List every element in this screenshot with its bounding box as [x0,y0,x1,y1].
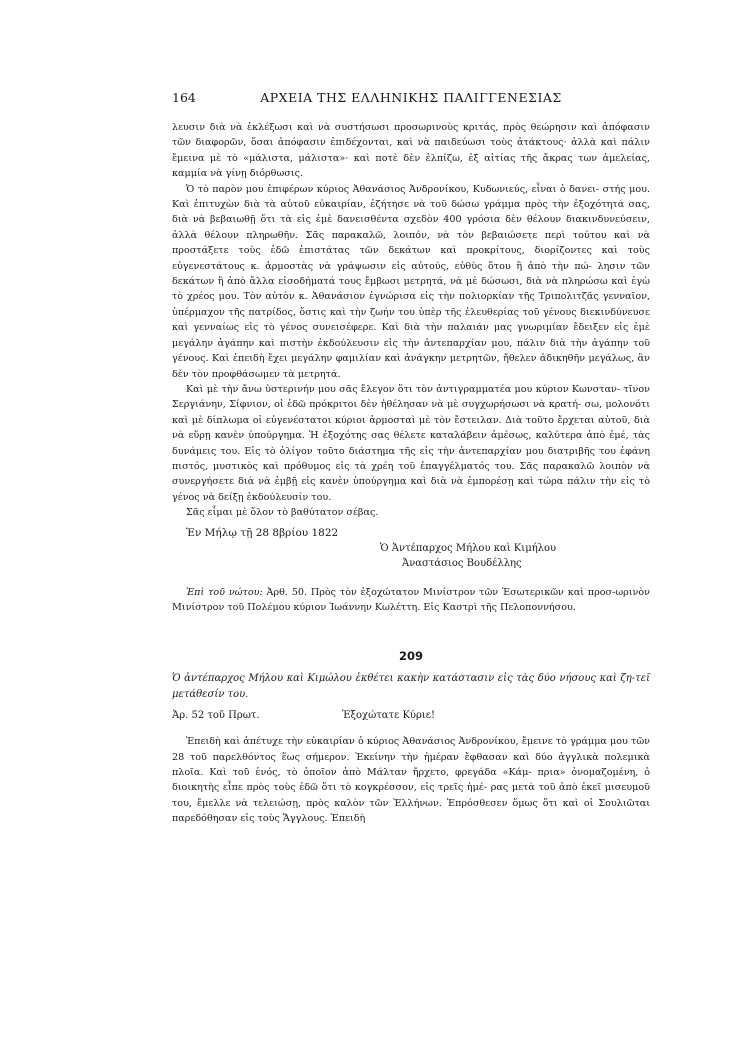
endorsement-text: Ἀρθ. 50. Πρὸς τὸν ἐξοχώτατον Μινίστρον τῶν Ἐσωτερικῶν καὶ προσ-ωρινὸν Μινίστρον τοῦ Πολέμου κύριον Ἰωάννην Κωλέττη. Εἰς Καστρὶ τῆς Πελοποννήσου. [172,586,650,613]
text-line: ἐλευθερίας τοῦ γένους διεκινδύνευσε καὶ γενναίως εἰς τὸ γένος συνεισέφερε. Καὶ διὰ τὴν [172,306,650,334]
text-line: ἐμπορέσῃ καὶ τώρα πάλιν τὴν εἰς τὸ γένος νὰ δείξῃ ἐκδούλευσίν του. [172,476,650,503]
signature-name: Ἀναστάσιος Βουδέλλης [402,557,522,569]
text-line: ἀνάγκην μετρητῶν, ἤθελεν ἀδικηθῆν μεγάλως, ἂν δὲν τὸν προφθάσωμεν τὰ μετρητά. [172,353,650,380]
document-208-body [172,120,650,615]
page-header [172,90,650,106]
text-line: πληρώσω καὶ ἐγὼ τὸ χρέος μου. Τὸν αὐτὸν κ. Ἀθανάσιον ἐγνώρισα εἰς τὴν πολιορκίαν [172,276,650,303]
text-line: τῖνον Σεργιάνην, Σίφνιον, οἱ ἐδῶ πρόκριτοι δὲν ἠθέλησαν νὰ μὲ συγχωρήσωσι νὰ κρατή- [172,383,650,411]
text-line: καλύτερα ἀπὸ ἐμέ, τὰς δυνάμεις του. Εἰς τὸ ὀλίγον τοῦτο διάστημα τῆς εἰς τὴν ἀντεπαρχίαν [172,430,650,457]
text-line: πρια» ὀνομαζομένη, ὁ διοικητὴς εἶπε πρὸς τοὺς ἐδῶ ὅτι τὸ κογκρέσσον, εἰς τρεῖς ἡμέ- [172,767,650,794]
text-line: τούτου καὶ νὰ προστάξετε τοὺς ἐδῶ ἐπιστάτας τῶν δεκάτων καὶ προκρίτους, διορίζοντες [172,229,650,257]
text-line: ἀγγλικὰ πολεμικὰ πλοῖα. Καὶ τοῦ ἑνός, τὸ ὁποῖον ἀπὸ Μάλταν ἤρχετο, φρεγάδα «Κάμ- [172,751,651,778]
running-title: ΑΡΧΕΙΑ ΤΗΣ ΕΛΛΗΝΙΚΗΣ ΠΑΛΙΓΓΕΝΕΣΙΑΣ [260,90,562,105]
paragraph-2 [172,182,650,382]
text-line: Καὶ μὲ τὴν ἄνω ὑστερινήν μου σᾶς ἔλεγον ὅτι τὸν ἀντιγραμματέα μου κύριον Κωνσταν- [186,383,621,395]
text-line: λευσιν διὰ νὰ ἐκλέξωσι καὶ νὰ συστήσωσι προσωρινοὺς κριτάς, πρὸς θεώρησιν καὶ ἀπόφασιν [172,122,650,133]
text-line: Ἐπρόσθεσεν ὅμως ὅτι καὶ οἱ Σουλιῶται παρεδόθησαν εἰς τοὺς Ἄγγλους. Ἐπειδὴ [172,797,650,825]
place-date: Ἐν Μήλῳ τῇ 28 8βρίου 1822 [186,526,339,539]
text-line: ἀμελείας, καμμία νὰ γίνῃ διόρθωσις. [172,152,650,180]
text-line: ρας μετὰ τοῦ ἀπὸ ἐκεῖ μισευμοῦ του, ἔμελλε νὰ τελειώσῃ, πρὸς καλὸν τῶν Ἑλλήνων. [172,782,650,809]
text-line: λησιν τῶν δεκάτων ἢ ἀπὸ ἄλλα εἰσοδήματά τους ἔμβωσι μετρητά, νὰ μὲ δώσωσι, διὰ νὰ [172,260,650,288]
reference-line [172,708,650,724]
document-summary: Ὁ ἀντέπαρχος Μήλου καὶ Κιμώλου ἐκθέτει κακὴν κατάστασιν εἰς τὰς δύο νήσους καὶ ζη-τεῖ μετάθεσίν του. [172,673,650,700]
paragraph-1 [172,120,650,182]
text-line: Ἐπειδὴ καὶ ἀπέτυχε τὴν εὐκαιρίαν ὁ κύριος Ἀθανάσιος Ἀνδρονίκου, ἔμεινε τὸ [186,736,567,748]
signature-block [172,541,650,571]
document-page [172,90,650,827]
text-line: ἔρχεται αὐτοῦ, διὰ νὰ εὕρῃ κανὲν ὑπούργημα. Ἡ ἐξοχότης σας θέλετε καταλάβειν ἀμέσως, [172,414,650,442]
signature-title: Ὁ Ἀντέπαρχος Μήλου καὶ Κιμήλου [380,542,557,554]
endorsement-label: Ἐπὶ τοῦ νώτου: [186,586,263,598]
text-line: μου διατριβῆς του ἐφάνη πιστός, μυστικὸς καὶ πρόθυμος εἰς τὰ χρέη τοῦ ἐπαγγέλματός [172,445,650,472]
text-line: του. Σᾶς παρακαλῶ λοιπὸν νὰ συνεργήσετε διὰ νὰ ἐμβῇ εἰς κανὲν ὑπούργημα καὶ διὰ νὰ [172,460,650,488]
text-line: γράμμα μου τῶν 28 τοῦ παρελθόντος ἕως σήμερον. Ἐκείνην τὴν ἡμέραν ἔφθασαν καὶ δύο [172,736,650,763]
text-line: πάλιν ἔμεινα μὲ τὸ «μάλιστα, μάλιστα»· καὶ ποτὲ δὲν ἐλπίζω, ἐξ αἰτίας τῆς ἄκρας των [172,137,650,164]
paragraph-3 [172,382,650,505]
page-number: 164 [172,90,196,105]
text-line: παλαιάν μας γνωριμίαν ἔδειξεν εἰς ἐμὲ μεγάλην ἀγάπην καὶ πιστὴν ἐκδούλευσιν εἰς τὴν [172,322,650,349]
salutation: Ἐξοχώτατε Κύριε! [342,710,435,722]
text-line: τῆς Τριπολιτζᾶς γενναῖον, ὑπέρμαχον τῆς πατρίδος, ὅστις καὶ τὴν ζωήν του ὑπὲρ τῆς [172,291,650,318]
text-line: Ὁ τὸ παρὸν μου ἐπιφέρων κύριος Ἀθανάσιος Ἀνδρονίκου, Κυδωνιεύς, εἶναι ὁ δανει- [186,183,600,195]
closing-formula: Σᾶς εἶμαι μὲ ὅλον τὸ βαθύτατον σέβας. [186,507,379,519]
text-line: διακινδυνεύσειν, ἀλλὰ θέλουν πληρωθῆν. Σᾶς παρακαλῶ, λοιπόν, νὰ τὸν βεβαιώσετε περὶ [172,214,650,241]
text-line: τῶν διαφορῶν, ὅσαι ἀπόφασιν ἐπιδέχονται, καὶ νὰ παιδεύωσι τοὺς ἀτάκτους· ἀλλὰ καὶ [172,137,617,149]
text-line: ἀντεπαρχίαν μου, πάλιν διὰ τὴν ἀγάπην τοῦ γένους. Καὶ ἐπειδὴ ἔχει μεγάλην φαμιλίαν καὶ [172,337,650,365]
text-line: στής μου. Καὶ ἐπιτυχὼν διὰ τὰ αὐτοῦ εὐκαιρίαν, ἐζήτησε νὰ τοῦ δώσω γράμμα πρὸς τὴν [172,183,650,211]
document-209-paragraph [172,734,650,826]
text-line: σω, μολονότι καὶ μὲ δίπλωμα οἱ εὐγενέστατοι κύριοι ἁρμοσταὶ μὲ τὸν ἔστειλαν. Διὰ τοῦτο [172,399,650,426]
protocol-reference: Ἀρ. 52 τοῦ Πρωτ. [172,710,260,722]
endorsement-note [172,585,650,616]
text-line: ἐξοχότητά σας, διὰ νὰ βεβαιωθῇ ὅτι τὰ εἰς ἐμὲ δανεισθέντα σχεδὸν 400 γρόσια δὲν θέλουν [172,199,650,226]
text-line: καὶ τοὺς εὐγενεστάτους κ. ἁρμοστὰς νὰ γράψωσιν εἰς αὐτούς, εὐθὺς ὅτου ἢ ἀπὸ τὴν πώ- [172,245,650,272]
document-number: 209 [398,649,423,664]
